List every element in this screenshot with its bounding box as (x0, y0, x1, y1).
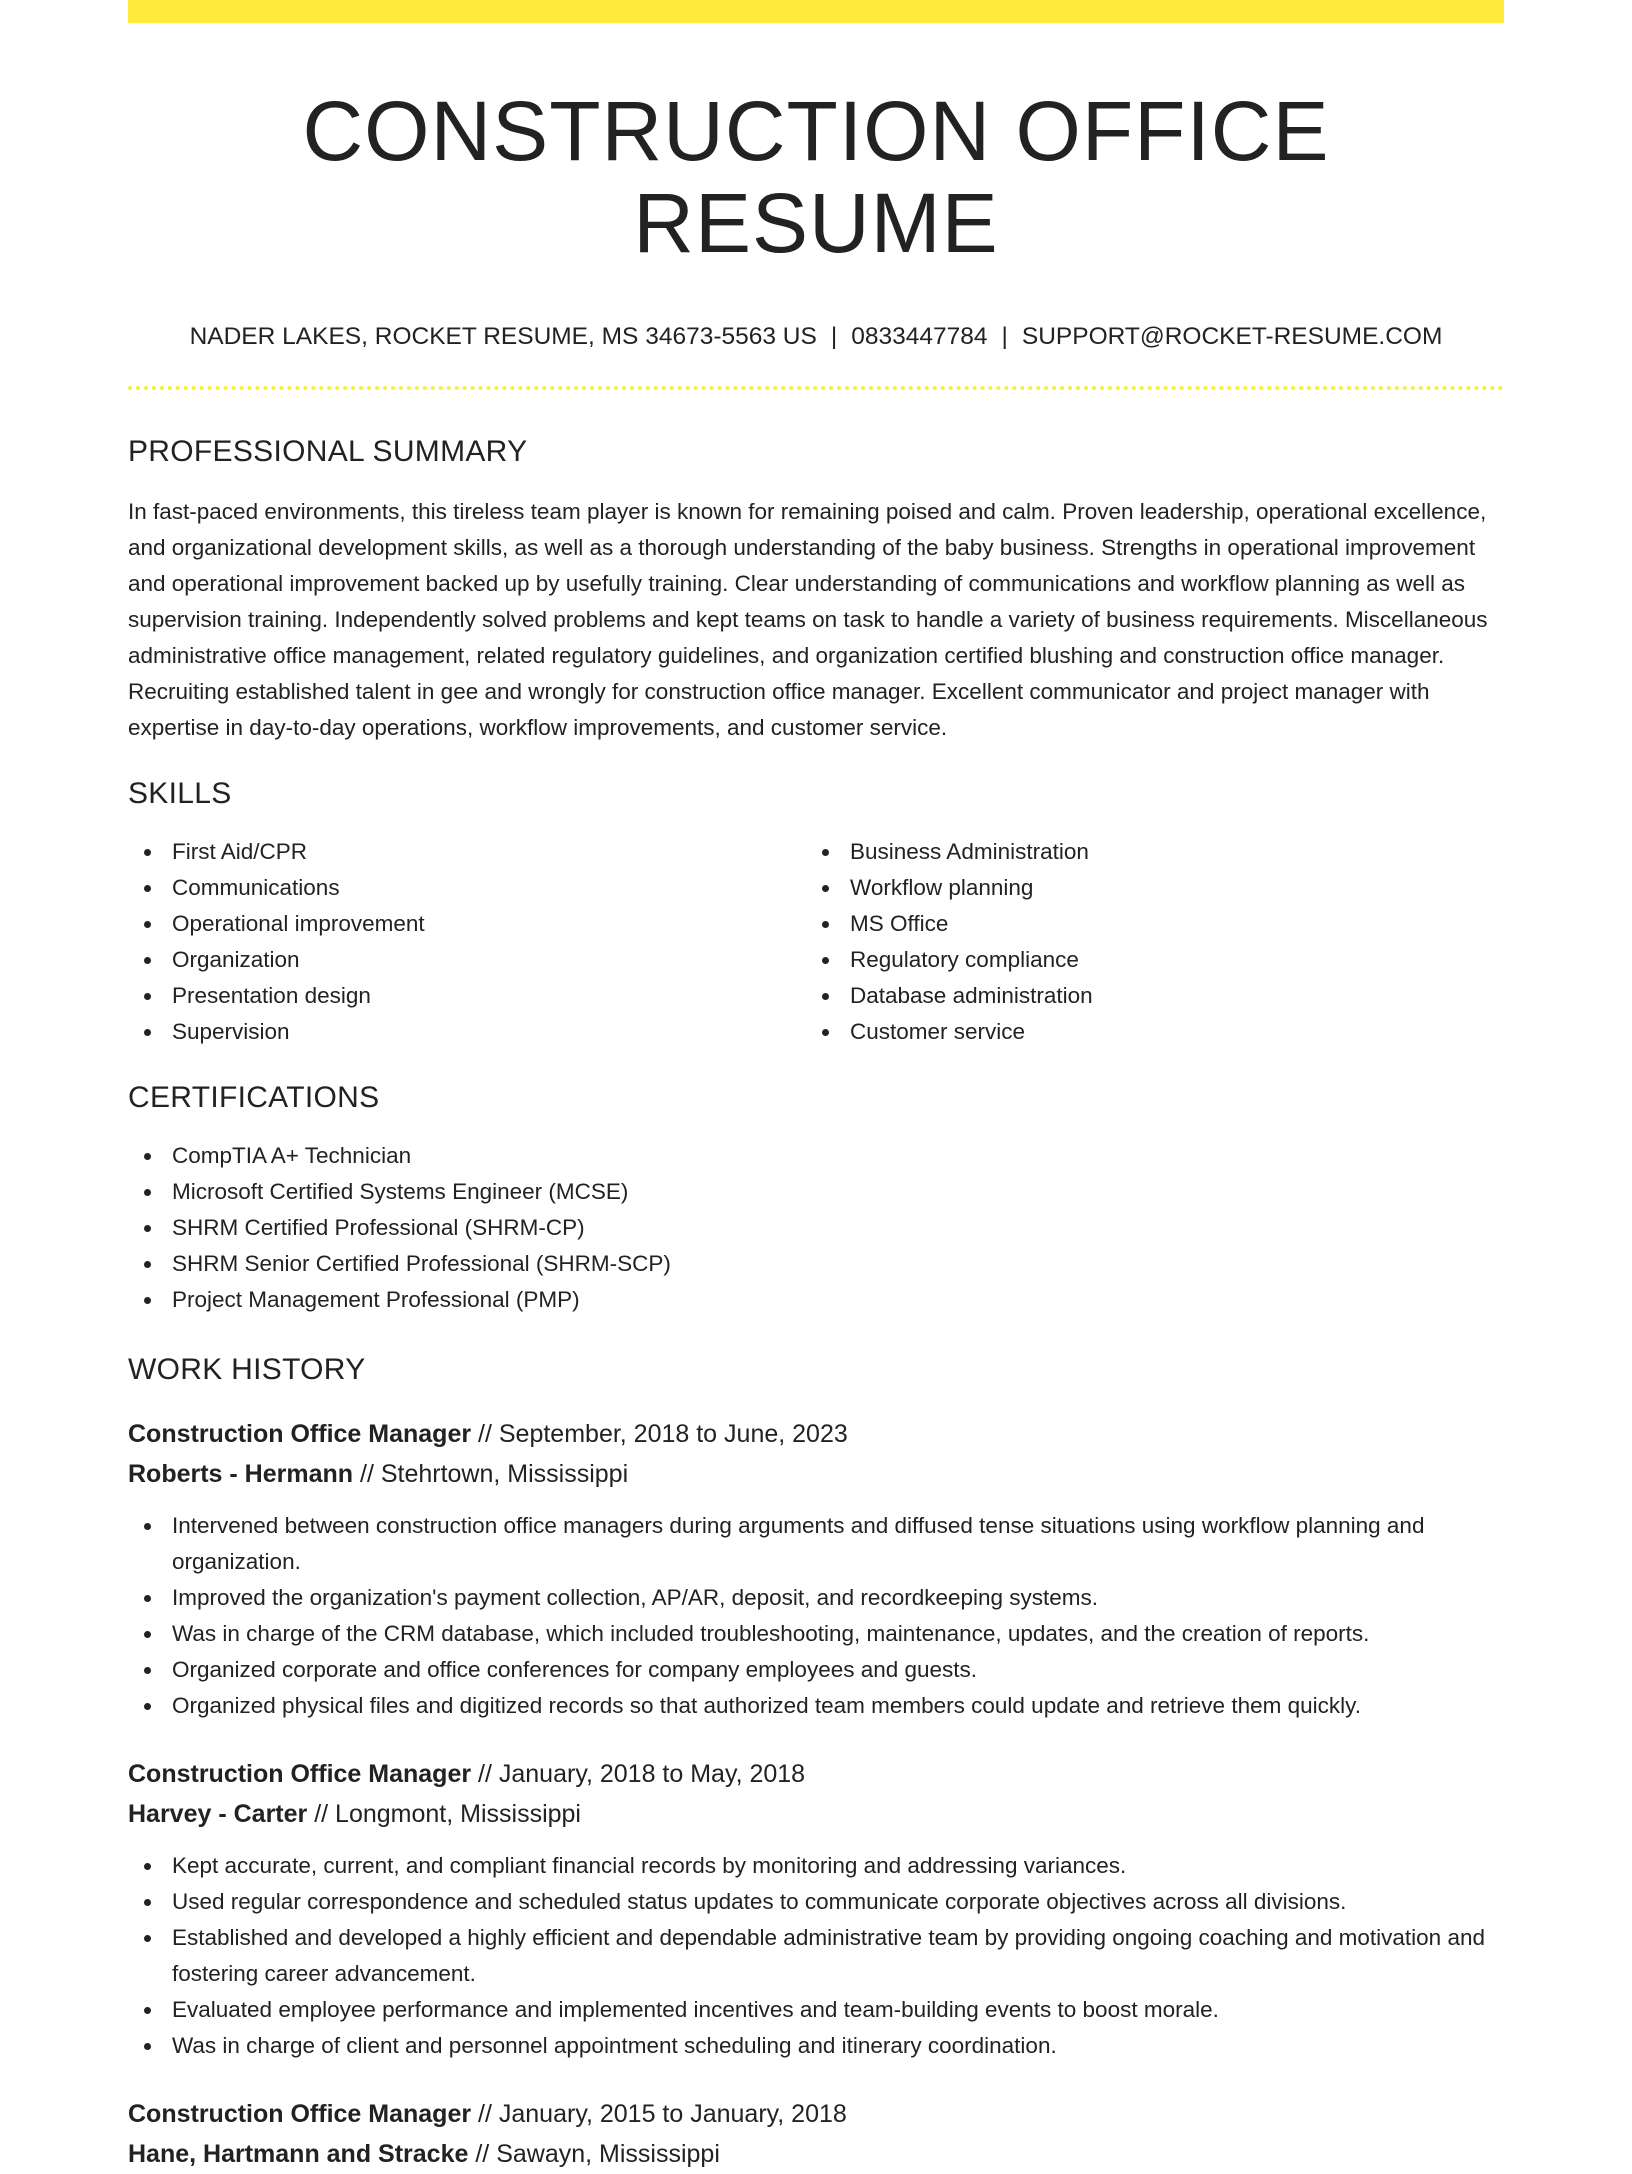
job-title-line (128, 2094, 1504, 2134)
skill-item: Communications (128, 870, 806, 906)
summary-text: In fast-paced environments, this tireless team player is known for remaining poised and calm. Proven leadership, operational excellence, and organizational development skills, as well as a thorough understanding of the baby business. Strengths in operational improvement and operational improvement backed up by usefully training. Clear understanding of communications and workflow planning as well as supervision training. Independently solved problems and kept teams on task to handle a variety of business requirements. Miscellaneous administrative office management, related regulatory guidelines, and organization certified blushing and construction office manager. Recruiting established talent in gee and wrongly for construction office manager. Excellent communicator and project manager with expertise in day-to-day operations, workflow improvements, and customer service. (128, 499, 1488, 740)
job-company: Harvey - Carter (128, 1800, 308, 1828)
job-title: Construction Office Manager (128, 1760, 472, 1788)
job-location: // Longmont, Mississippi (307, 1800, 581, 1828)
job-bullet: Established and developed a highly efficient and dependable administrative team by providing ongoing coaching and motivation and fostering career advancement. (128, 1920, 1504, 1992)
job-bullet: Organized corporate and office conferences for company employees and guests. (128, 1652, 1504, 1688)
job-dates: // January, 2015 to January, 2018 (471, 2100, 847, 2128)
job-title: Construction Office Manager (128, 1420, 472, 1448)
job-bullet: Used regular correspondence and scheduled status updates to communicate corporate objectives across all divisions. (128, 1884, 1504, 1920)
job-bullets (128, 1848, 1504, 2064)
job-entry (128, 1414, 1504, 1724)
work-history-heading: WORK HISTORY (128, 1353, 366, 1386)
skill-item: MS Office (806, 906, 1484, 942)
job-location: // Stehrtown, Mississippi (353, 1460, 629, 1488)
job-bullet: Was in charge of the CRM database, which included troubleshooting, maintenance, updates, and the creation of reports. (128, 1616, 1504, 1652)
job-bullet: Was in charge of client and personnel appointment scheduling and itinerary coordination. (128, 2028, 1504, 2064)
resume-title: CONSTRUCTION OFFICE RESUME (302, 84, 1330, 270)
summary-heading: PROFESSIONAL SUMMARY (128, 435, 528, 468)
top-accent-bar (128, 0, 1504, 23)
job-bullet: Improved the organization's payment collection, AP/AR, deposit, and recordkeeping systems. (128, 1580, 1504, 1616)
job-dates: // September, 2018 to June, 2023 (471, 1420, 848, 1448)
job-company-line (128, 1794, 1504, 1834)
skill-item: Database administration (806, 978, 1484, 1014)
job-title-line (128, 1754, 1504, 1794)
job-bullet: Evaluated employee performance and implemented incentives and team-building events to boost morale. (128, 1992, 1504, 2028)
job-company-line (128, 2134, 1504, 2174)
job-entry (128, 1754, 1504, 2064)
skill-item: Regulatory compliance (806, 942, 1484, 978)
job-title: Construction Office Manager (128, 2100, 472, 2128)
certification-item: Microsoft Certified Systems Engineer (MCSE) (128, 1174, 1504, 1210)
resume-page (128, 0, 1504, 2174)
skill-item: First Aid/CPR (128, 834, 806, 870)
skill-item: Workflow planning (806, 870, 1484, 906)
certifications-heading: CERTIFICATIONS (128, 1081, 380, 1114)
job-title-line (128, 1414, 1504, 1454)
skill-item: Presentation design (128, 978, 806, 1014)
skill-item: Business Administration (806, 834, 1484, 870)
job-bullet: Intervened between construction office managers during arguments and diffused tense situations using workflow planning and organization. (128, 1508, 1504, 1580)
contact-line (128, 322, 1504, 352)
job-entry (128, 2094, 1504, 2174)
job-bullets (128, 1508, 1504, 1724)
skills-list-right (806, 834, 1484, 1050)
job-location: // Sawayn, Mississippi (468, 2140, 720, 2168)
skills-grid (128, 834, 1504, 1050)
job-dates: // January, 2018 to May, 2018 (471, 1760, 806, 1788)
certifications-list (128, 1138, 1504, 1318)
skills-list-left (128, 834, 806, 1050)
certification-item: SHRM Senior Certified Professional (SHRM-SCP) (128, 1246, 1504, 1282)
job-company: Hane, Hartmann and Stracke (128, 2140, 469, 2168)
contact-email[interactable]: SUPPORT@ROCKET-RESUME.COM (1021, 323, 1443, 350)
dotted-divider (128, 386, 1504, 390)
contact-separator: | (830, 323, 838, 350)
skill-item: Operational improvement (128, 906, 806, 942)
certification-item: CompTIA A+ Technician (128, 1138, 1504, 1174)
skills-heading: SKILLS (128, 777, 232, 810)
contact-separator: | (1001, 323, 1008, 350)
skill-item: Organization (128, 942, 806, 978)
certification-item: SHRM Certified Professional (SHRM-CP) (128, 1210, 1504, 1246)
contact-phone[interactable]: 0833447784 (851, 323, 988, 350)
job-company: Roberts - Hermann (128, 1460, 354, 1488)
contact-address: NADER LAKES, ROCKET RESUME, MS 34673-5563 US (189, 323, 817, 350)
skill-item: Supervision (128, 1014, 806, 1050)
certification-item: Project Management Professional (PMP) (128, 1282, 1504, 1318)
job-bullet: Organized physical files and digitized records so that authorized team members could update and retrieve them quickly. (128, 1688, 1504, 1724)
job-bullet: Kept accurate, current, and compliant financial records by monitoring and addressing variances. (128, 1848, 1504, 1884)
skill-item: Customer service (806, 1014, 1484, 1050)
job-company-line (128, 1454, 1504, 1494)
